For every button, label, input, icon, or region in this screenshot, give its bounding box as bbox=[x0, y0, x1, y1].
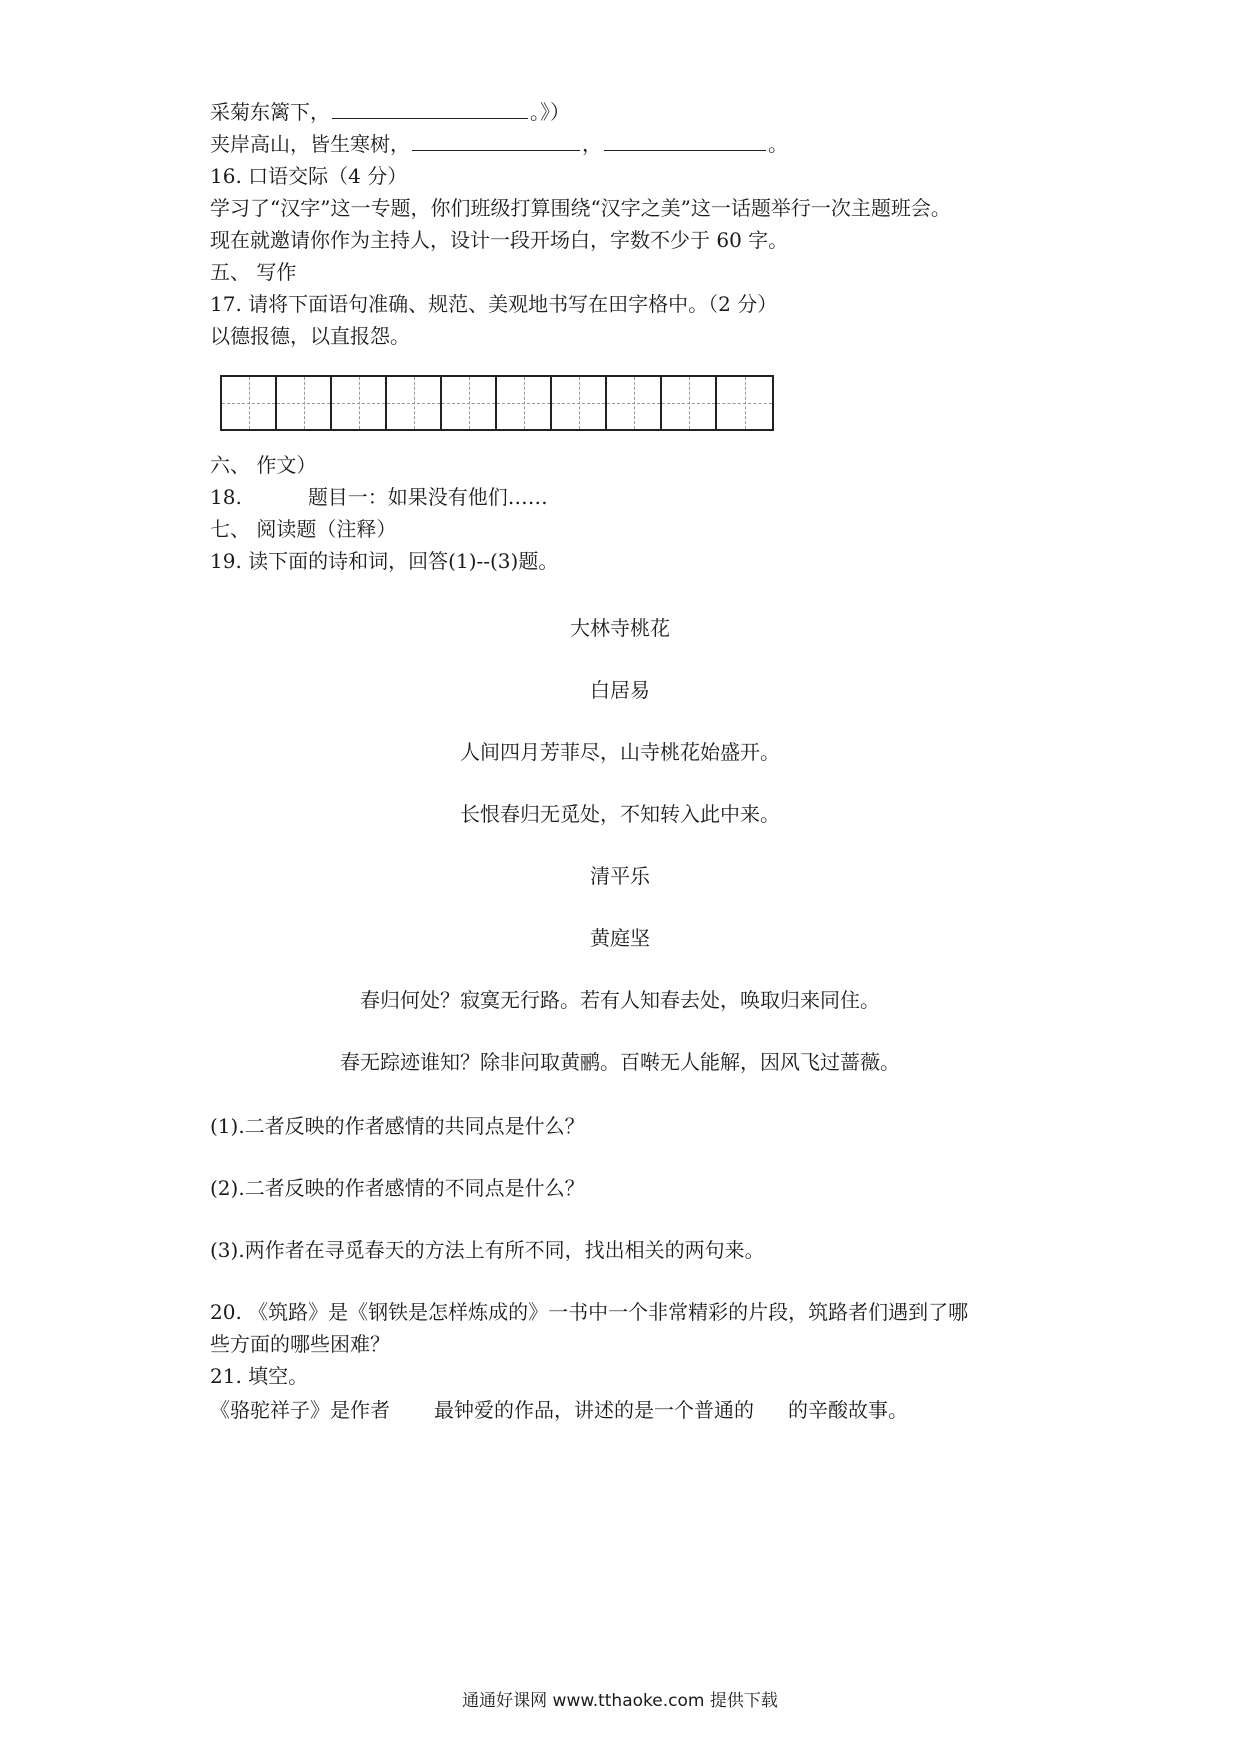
grid-cell[interactable] bbox=[662, 377, 717, 429]
question-21-title: 21. 填空。 bbox=[210, 1364, 309, 1388]
question-16-text: 现在就邀请你作为主持人，设计一段开场白，字数不少于 60 字。 bbox=[210, 228, 789, 252]
poem-line: 长恨春归无觅处，不知转入此中来。 bbox=[460, 802, 780, 826]
question-19-1: (1).二者反映的作者感情的共同点是什么？ bbox=[210, 1114, 585, 1138]
section-heading: 七、 阅读题（注释） bbox=[210, 517, 397, 541]
poem-line: 春归何处？寂寞无行路。若有人知春去处，唤取归来同住。 bbox=[360, 988, 880, 1012]
poem-fill-line-2: 夹岸高山，皆生寒树， ， 。 bbox=[210, 132, 788, 156]
section-heading: 五、 写作 bbox=[210, 260, 297, 284]
grid-cell[interactable] bbox=[607, 377, 662, 429]
question-17-title: 17. 请将下面语句准确、规范、美观地书写在田字格中。（2 分） bbox=[210, 292, 778, 316]
poem-line: 春无踪迹谁知？除非问取黄鹂。百啭无人能解，因风飞过蔷薇。 bbox=[340, 1050, 900, 1074]
question-20: 20. 《筑路》是《钢铁是怎样炼成的》一书中一个非常精彩的片段，筑路者们遇到了哪 bbox=[210, 1300, 969, 1324]
poem-title: 大林寺桃花 bbox=[570, 616, 670, 640]
grid-cell[interactable] bbox=[387, 377, 442, 429]
grid-cell[interactable] bbox=[332, 377, 387, 429]
tianzige-grid bbox=[220, 375, 774, 431]
grid-cell[interactable] bbox=[552, 377, 607, 429]
grid-cell[interactable] bbox=[222, 377, 277, 429]
grid-cell[interactable] bbox=[717, 377, 772, 429]
question-17-text: 以德报德，以直报怨。 bbox=[210, 324, 410, 348]
poem-fill-line-1: 采菊东篱下， 。》） bbox=[210, 100, 570, 124]
poem-author: 黄庭坚 bbox=[590, 926, 650, 950]
question-21-text: 《骆驼祥子》是作者 最钟爱的作品，讲述的是一个普通的 的辛酸故事。 bbox=[210, 1398, 908, 1422]
grid-cell[interactable] bbox=[442, 377, 497, 429]
question-18: 18. 题目一：如果没有他们…… bbox=[210, 485, 548, 509]
question-19-3: (3).两作者在寻觅春天的方法上有所不同，找出相关的两句来。 bbox=[210, 1238, 765, 1262]
answer-blank[interactable] bbox=[412, 130, 580, 151]
poem-author: 白居易 bbox=[590, 678, 650, 702]
question-16-text: 学习了“汉字”这一专题，你们班级打算围绕“汉字之美”这一话题举行一次主题班会。 bbox=[210, 196, 951, 220]
question-16-title: 16. 口语交际（4 分） bbox=[210, 164, 408, 188]
poem-line: 人间四月芳菲尽，山寺桃花始盛开。 bbox=[460, 740, 780, 764]
question-20: 些方面的哪些困难？ bbox=[210, 1332, 390, 1356]
question-19-2: (2).二者反映的作者感情的不同点是什么？ bbox=[210, 1176, 585, 1200]
question-19: 19. 读下面的诗和词，回答(1)--(3)题。 bbox=[210, 549, 559, 573]
answer-blank[interactable] bbox=[604, 130, 766, 151]
grid-cell[interactable] bbox=[277, 377, 332, 429]
section-heading: 六、 作文） bbox=[210, 453, 317, 477]
footer-watermark: 通通好课网 www.tthaoke.com 提供下载 bbox=[462, 1691, 778, 1711]
answer-blank[interactable] bbox=[332, 98, 528, 119]
grid-cell[interactable] bbox=[497, 377, 552, 429]
poem-title: 清平乐 bbox=[590, 864, 650, 888]
